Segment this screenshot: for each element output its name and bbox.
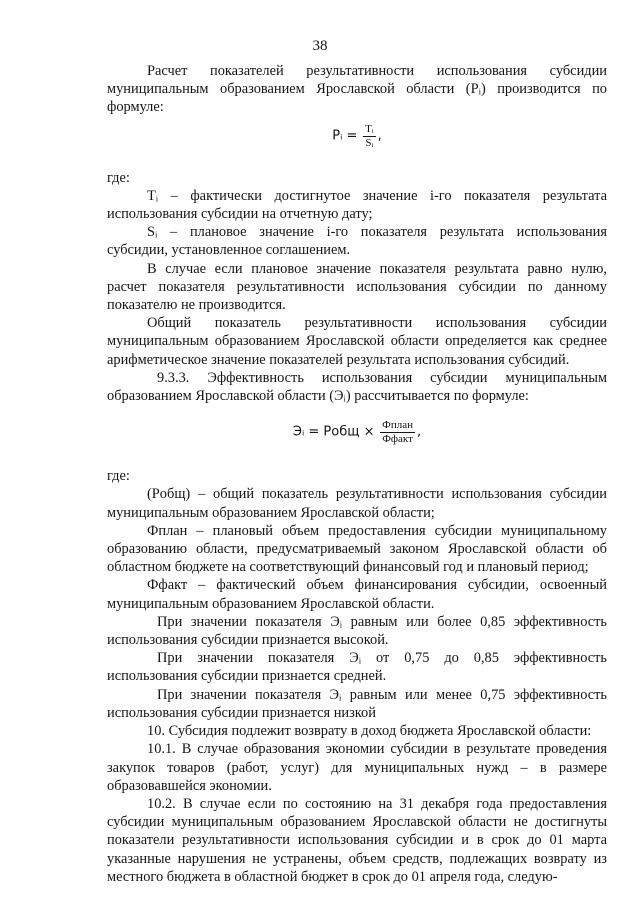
paragraph-fplan-def: Фплан – плановый объем предоставления субсидии муниципальному образованию области, предусматриваемый законом Ярославской области об областном бюджете на соответствующий финансовый год и плановый период; — [107, 522, 607, 576]
formula1-denominator: Sᵢ — [365, 136, 374, 149]
formula1-tail: , — [377, 128, 382, 143]
where-label-2: где: — [107, 468, 130, 485]
paragraph-section-10: 10. Субсидия подлежит возврату в доход бюджета Ярославской области: — [147, 723, 592, 740]
paragraph-s-def: Sᵢ – плановое значение i-го показателя результата использования субсидии, установленное соглашением. — [107, 224, 607, 259]
formula1-lhs: Pᵢ = — [332, 128, 358, 143]
paragraph-zero-plan: В случае если плановое значение показателя результата равно нулю, расчет показателя результативности использования субсидии по данному показателю не производится. — [107, 260, 607, 314]
formula-p-i — [107, 123, 607, 159]
formula2-denominator: Ффакт — [382, 433, 413, 446]
page-number: 38 — [312, 38, 328, 54]
paragraph-ffakt-def: Ффакт – фактический объем финансирования субсидии, освоенный муниципальным образованием Ярославской области. — [107, 577, 607, 612]
paragraph-9-3-3: 9.3.3. Эффективность использования субсидии муниципальным образованием Ярославской области (Эᵢ) рассчитывается по формуле: — [107, 369, 607, 405]
formula1-numerator: Tᵢ — [365, 122, 374, 135]
document-body — [107, 62, 607, 886]
formula2-tail: , — [416, 424, 422, 440]
where-label-1: где: — [107, 169, 130, 186]
formula1-fraction — [363, 123, 376, 150]
formula2-numerator: Фплан — [382, 419, 413, 432]
paragraph-10-1: 10.1. В случае образования экономии субсидии в результате проведения закупок товаров (работ, услуг) для муниципальных нужд – в размере образовавшейся экономии. — [107, 741, 607, 794]
paragraph-pobshch-def: (Pобщ) – общий показатель результативности использования субсидии муниципальным образованием Ярославской области; — [107, 486, 607, 521]
paragraph-efficiency-medium: При значении показателя Эᵢ от 0,75 до 0,85 эффективность использования субсидии признается средней. — [107, 650, 607, 685]
formula2-fraction — [380, 419, 415, 446]
formula2-lhs: Эᵢ = Pобщ × — [292, 424, 375, 440]
paragraph-general-indicator: Общий показатель результативности использования субсидии муниципальным образованием Ярославской области определяется как среднее арифметическое значение показателей результата использования субсидий. — [107, 315, 607, 368]
paragraph-efficiency-low: При значении показателя Эᵢ равным или менее 0,75 эффективность использования субсидии признается низкой — [107, 686, 607, 721]
paragraph-t-def: Tᵢ – фактически достигнутое значение i-го показателя результата использования субсидии на отчетную дату; — [107, 187, 607, 223]
paragraph-calc-intro: Расчет показателей результативности использования субсидии муниципальным образованием Ярославской области (Pᵢ) производится по формуле: — [107, 63, 607, 116]
paragraph-efficiency-high: При значении показателя Эᵢ равным или более 0,85 эффективность использования субсидии признается высокой. — [107, 613, 607, 649]
paragraph-10-2: 10.2. В случае если по состоянию на 31 декабря года предоставления субсидии муниципальным образованием Ярославской области не достигнуты показатели результативности использования субсидии и в срок до 01 марта указанные нарушения не устранены, объем средств, подлежащих возврату из местного бюджета в областной бюджет в срок до 01 апреля года, следую- — [107, 795, 607, 885]
formula-e-i — [107, 419, 607, 457]
